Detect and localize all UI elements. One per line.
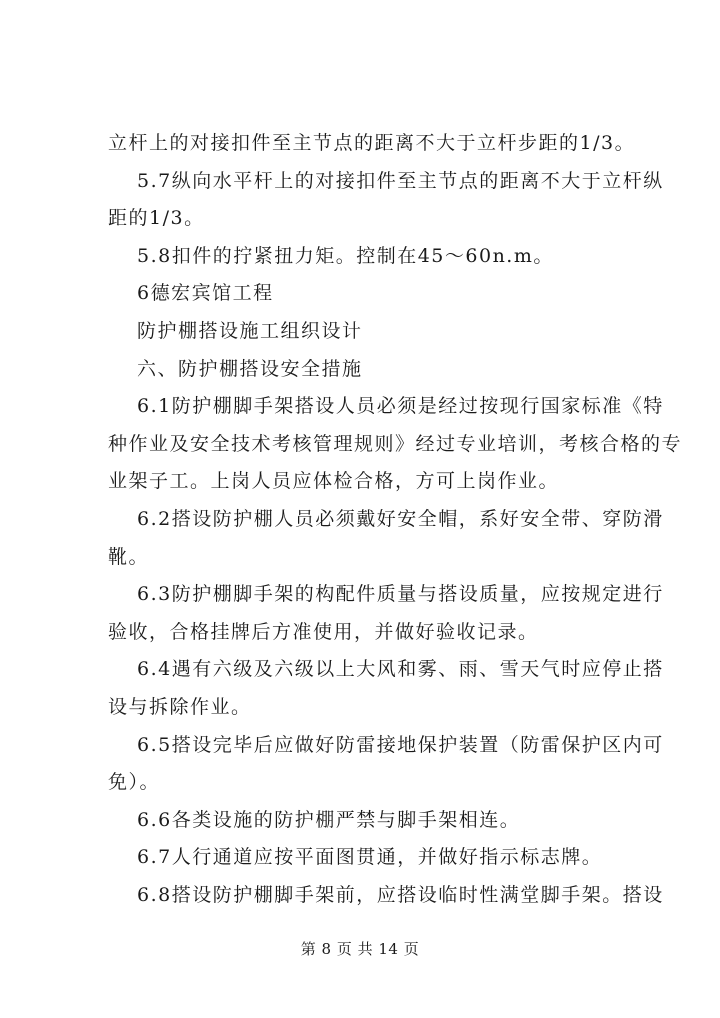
- text-line: 种作业及安全技术考核管理规则》经过专业培训，考核合格的专: [108, 432, 683, 455]
- text-line: 距的1/3。: [108, 207, 205, 230]
- text-line: 5.8扣件的拧紧扭力矩。控制在45～60n.m。: [137, 244, 554, 267]
- text-line: 6.4遇有六级及六级以上大风和雾、雨、雪天气时应停止搭: [137, 658, 664, 681]
- text-line: 设与拆除作业。: [108, 695, 252, 718]
- text-line: 防护棚搭设施工组织设计: [137, 319, 363, 342]
- text-line: 6.5搭设完毕后应做好防雷接地保护装置（防雷保护区内可: [137, 733, 664, 756]
- page-footer: 第 8 页 共 14 页: [300, 940, 420, 958]
- text-line: 六、防护棚搭设安全措施: [137, 357, 363, 380]
- text-line: 6.7人行通道应按平面图贯通，并做好指示标志牌。: [137, 846, 603, 869]
- text-line: 免）。: [108, 771, 161, 794]
- text-line: 验收，合格挂牌后方准使用，并做好验收记录。: [108, 620, 539, 643]
- text-line: 6.1防护棚脚手架搭设人员必须是经过按现行国家标准《特: [137, 395, 664, 418]
- text-line: 6.2搭设防护棚人员必须戴好安全帽，系好安全带、穿防滑: [137, 507, 664, 530]
- text-line: 立杆上的对接扣件至主节点的距离不大于立杆步距的1/3。: [108, 132, 636, 154]
- text-line: 6德宏宾馆工程: [137, 282, 274, 305]
- text-line: 6.8搭设防护棚脚手架前，应搭设临时性满堂脚手架。搭设: [137, 883, 664, 906]
- text-line: 靴。: [108, 545, 150, 568]
- text-line: 6.3防护棚脚手架的构配件质量与搭设质量，应按规定进行: [137, 583, 664, 606]
- text-line: 6.6各类设施的防护棚严禁与脚手架相连。: [137, 808, 521, 831]
- document-body: [108, 125, 683, 914]
- text-line: 5.7纵向水平杆上的对接扣件至主节点的距离不大于立杆纵: [137, 169, 664, 192]
- text-line: 业架子工。上岗人员应体检合格，方可上岗作业。: [108, 470, 560, 493]
